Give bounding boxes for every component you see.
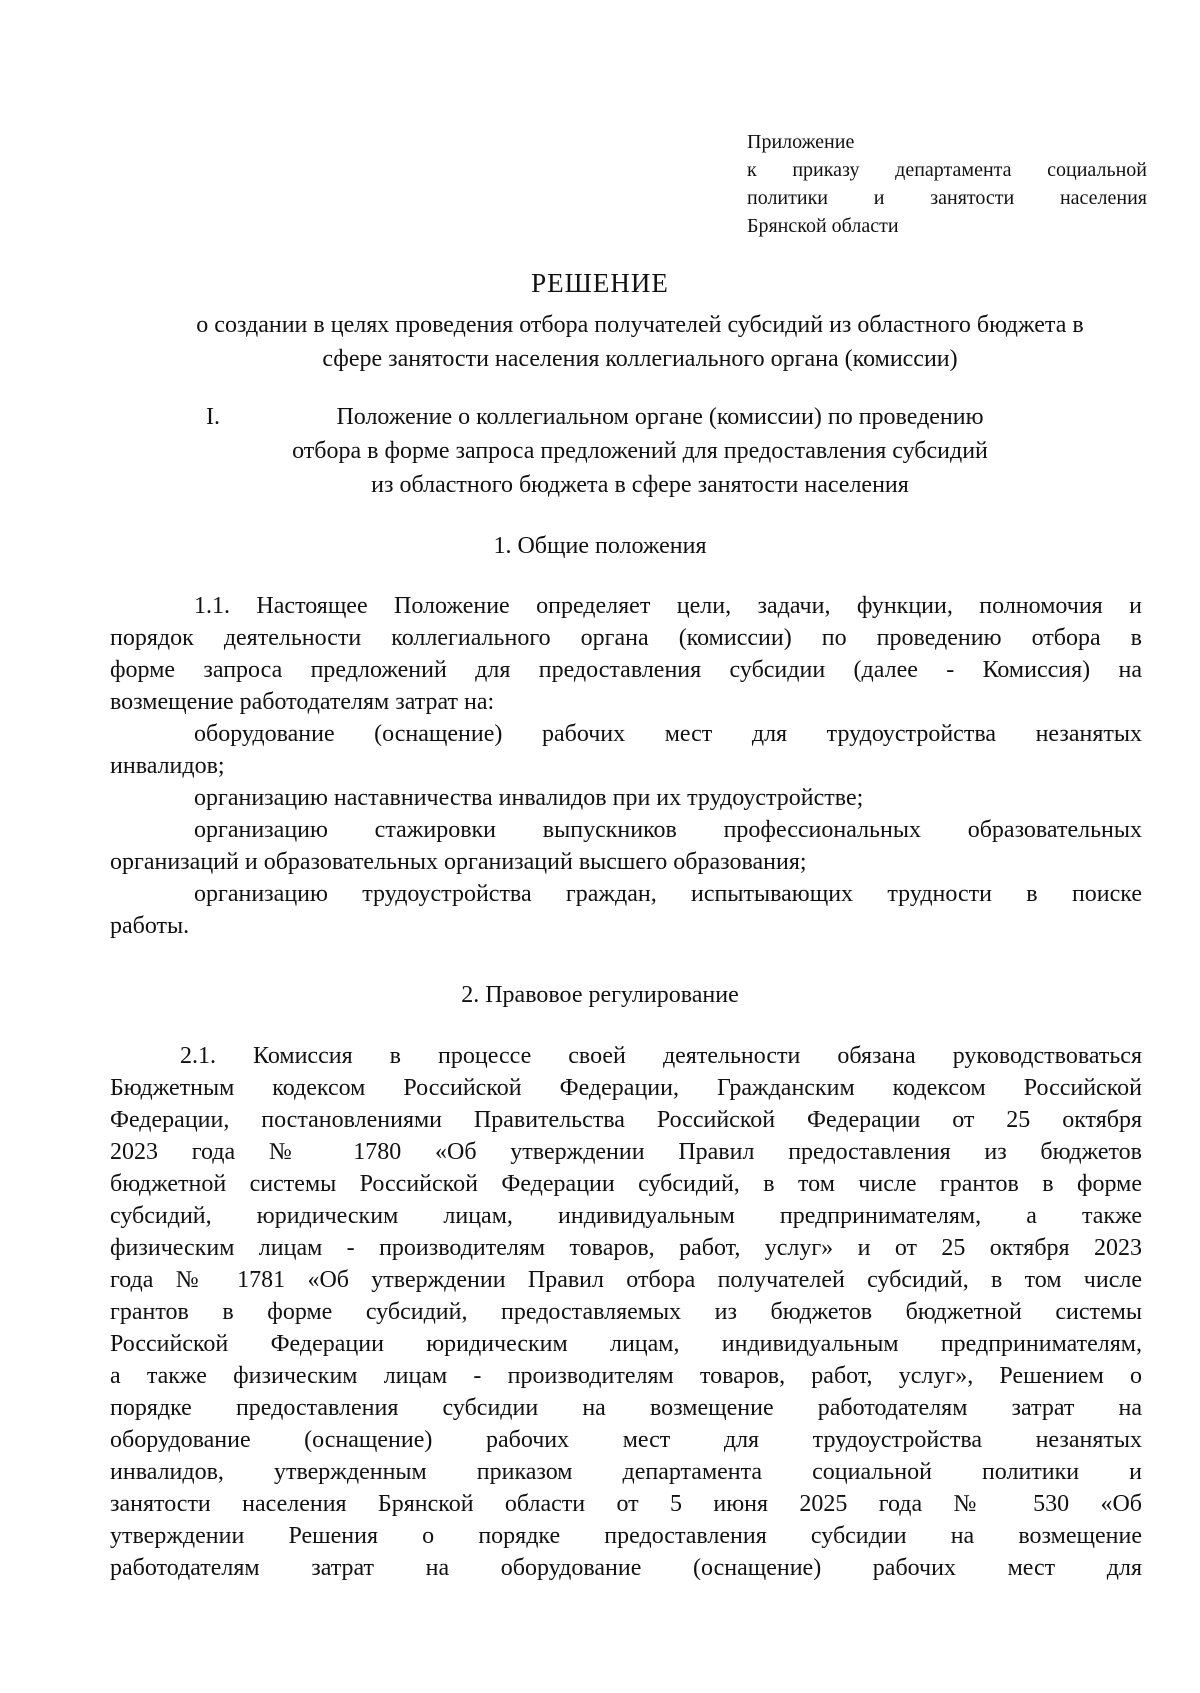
appendix-line: политики и занятости населения xyxy=(747,187,1147,209)
text-line: физическим лицам - производителям товаров, работ, услуг» и от 25 октября 2023 xyxy=(110,1235,1142,1261)
subtitle-line: о создании в целях проведения отбора получателей субсидий из областного бюджета в xyxy=(196,312,1084,338)
text-line: грантов в форме субсидий, предоставляемых из бюджетов бюджетной системы xyxy=(110,1299,1142,1325)
section-number: I. xyxy=(206,404,220,430)
text-line: инвалидов, утвержденным приказом департамента социальной политики и xyxy=(110,1459,1142,1485)
text-line: 2.1. Комиссия в процессе своей деятельности обязана руководствоваться xyxy=(180,1043,1142,1069)
section-heading-line: из областного бюджета в сфере занятости населения xyxy=(371,472,909,498)
heading-legal-regulation: 2. Правовое регулирование xyxy=(461,982,739,1008)
text-line: порядке предоставления субсидии на возмещение работодателям затрат на xyxy=(110,1395,1142,1421)
document-subtitle xyxy=(110,308,1170,376)
section-heading-line: отбора в форме запроса предложений для предоставления субсидий xyxy=(292,438,988,464)
section-heading-line: Положение о коллегиальном органе (комиссии) по проведению xyxy=(336,404,984,430)
text-line: порядок деятельности коллегиального органа (комиссии) по проведению отбора в xyxy=(110,625,1142,651)
text-line: утверждении Решения о порядке предоставления субсидии на возмещение xyxy=(110,1523,1142,1549)
text-line: Бюджетным кодексом Российской Федерации, Гражданским кодексом Российской xyxy=(110,1075,1142,1101)
legal-regulation-text xyxy=(110,1040,1142,1584)
text-line: организацию трудоустройства граждан, испытывающих трудности в поиске xyxy=(194,881,1142,907)
text-line: 1.1. Настоящее Положение определяет цели, задачи, функции, полномочия и xyxy=(194,593,1142,619)
document-title: РЕШЕНИЕ xyxy=(531,268,669,298)
text-line: оборудование (оснащение) рабочих мест для трудоустройства незанятых xyxy=(110,1427,1142,1453)
text-line: форме запроса предложений для предоставления субсидии (далее - Комиссия) на xyxy=(110,657,1142,683)
text-line: работодателям затрат на оборудование (оснащение) рабочих мест для xyxy=(110,1555,1142,1581)
appendix-note xyxy=(747,128,1147,240)
text-line: инвалидов; xyxy=(110,753,225,779)
text-line: 2023 года № 1780 «Об утверждении Правил предоставления из бюджетов xyxy=(110,1139,1142,1165)
text-line: оборудование (оснащение) рабочих мест для трудоустройства незанятых xyxy=(194,721,1142,747)
subtitle-line: сфере занятости населения коллегиального органа (комиссии) xyxy=(322,346,958,372)
text-line: работы. xyxy=(110,913,190,939)
text-line: возмещение работодателям затрат на: xyxy=(110,689,495,715)
section-heading-1 xyxy=(110,400,1170,502)
appendix-line: Брянской области xyxy=(747,215,899,237)
general-provisions-text xyxy=(110,590,1142,942)
text-line: организаций и образовательных организаций высшего образования; xyxy=(110,849,807,875)
heading-general-provisions: 1. Общие положения xyxy=(493,533,707,559)
text-line: организацию стажировки выпускников профессиональных образовательных xyxy=(194,817,1142,843)
text-line: Российской Федерации юридическим лицам, индивидуальным предпринимателям, xyxy=(110,1331,1142,1357)
text-line: занятости населения Брянской области от 5 июня 2025 года № 530 «Об xyxy=(110,1491,1142,1517)
appendix-line: Приложение xyxy=(747,131,855,153)
text-line: года № 1781 «Об утверждении Правил отбора получателей субсидий, в том числе xyxy=(110,1267,1142,1293)
text-line: а также физическим лицам - производителям товаров, работ, услуг», Решением о xyxy=(110,1363,1142,1389)
text-line: бюджетной системы Российской Федерации субсидий, в том числе грантов в форме xyxy=(110,1171,1142,1197)
text-line: субсидий, юридическим лицам, индивидуальным предпринимателям, а также xyxy=(110,1203,1142,1229)
text-line: организацию наставничества инвалидов при их трудоустройстве; xyxy=(194,785,864,811)
appendix-line: к приказу департамента социальной xyxy=(747,159,1147,181)
text-line: Федерации, постановлениями Правительства Российской Федерации от 25 октября xyxy=(110,1107,1142,1133)
